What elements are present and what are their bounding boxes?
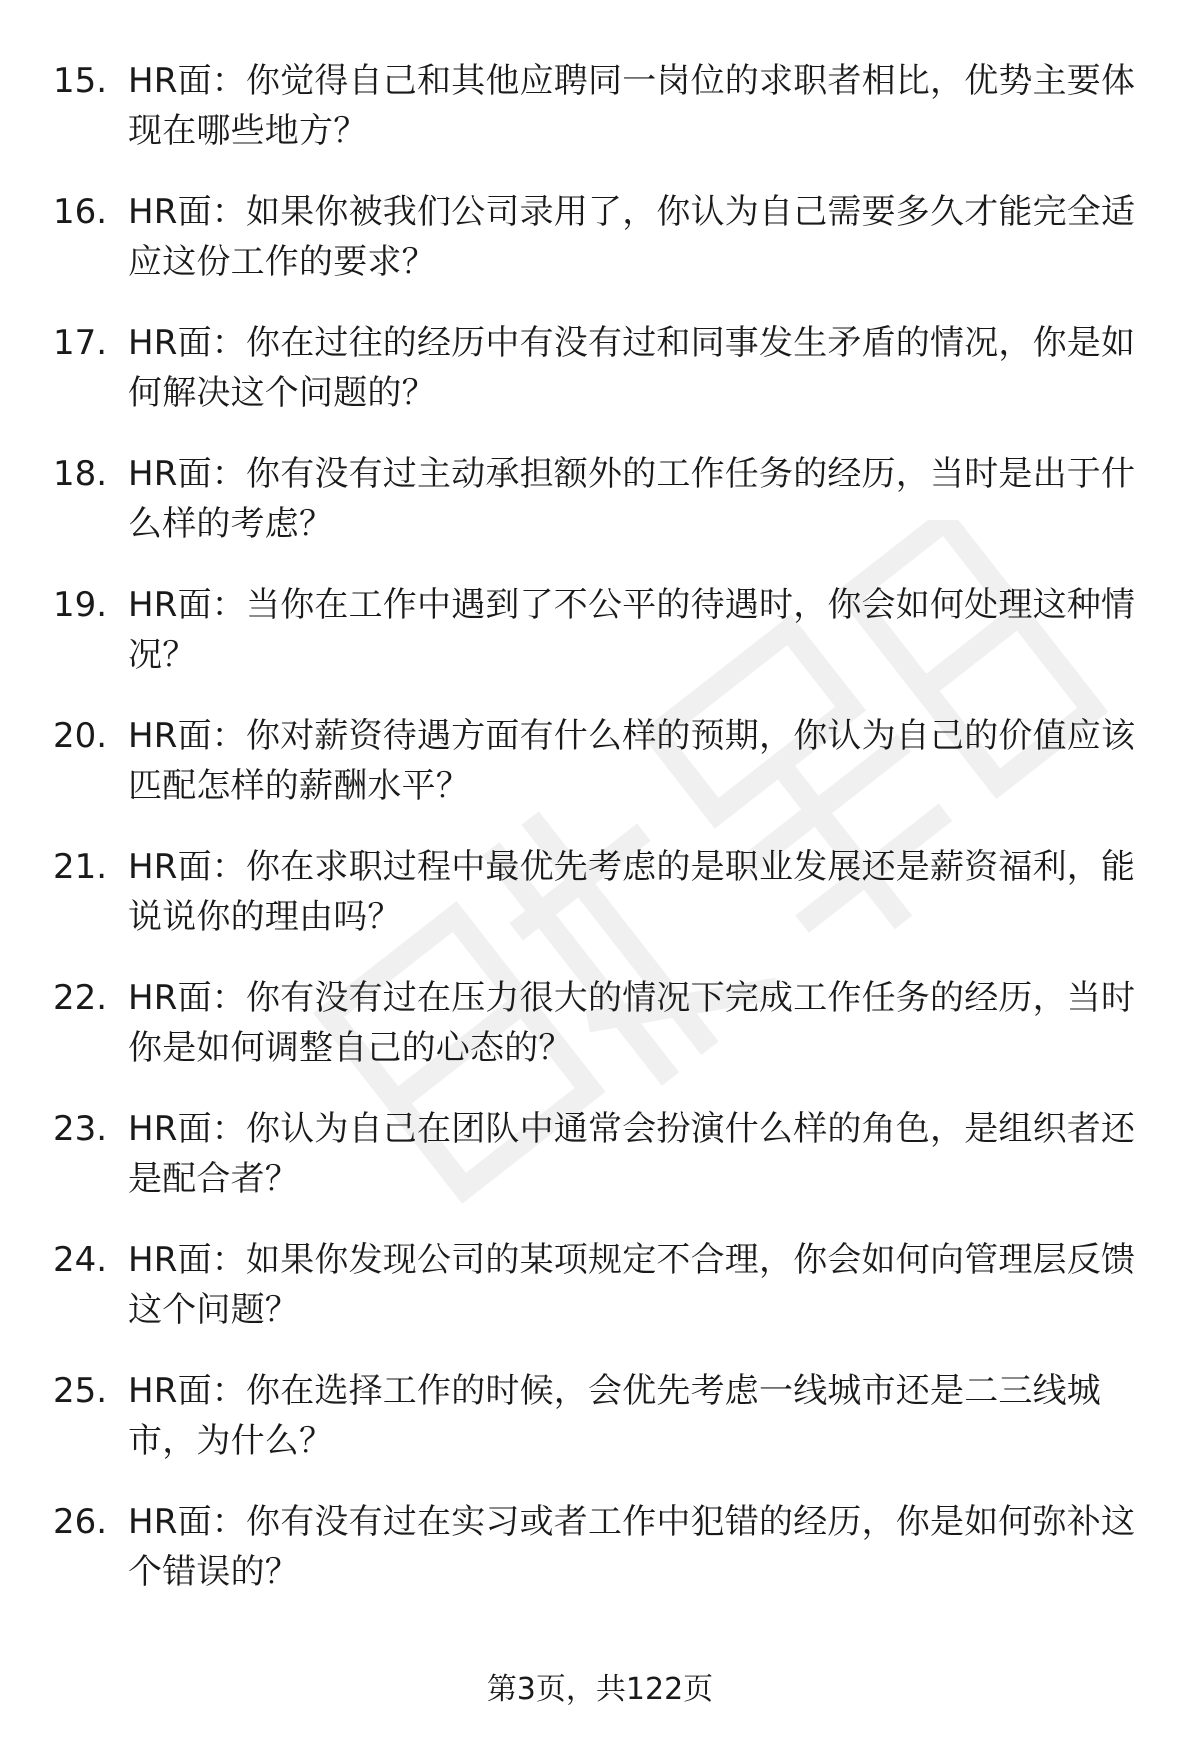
- question-text: HR面：你对薪资待遇方面有什么样的预期，你认为自己的价值应该匹配怎样的薪酬水平？: [128, 716, 1136, 806]
- question-item: [0, 842, 1200, 973]
- question-item: [0, 449, 1200, 580]
- question-text: HR面：你觉得自己和其他应聘同一岗位的求职者相比，优势主要体现在哪些地方？: [128, 61, 1136, 151]
- question-text: HR面：你在过往的经历中有没有过和同事发生矛盾的情况，你是如何解决这个问题的？: [128, 323, 1136, 413]
- question-item: [0, 1235, 1200, 1366]
- question-number: 16.: [53, 192, 108, 232]
- question-number: 22.: [53, 978, 108, 1018]
- question-text: HR面：你在选择工作的时候，会优先考虑一线城市还是二三线城市，为什么？: [128, 1371, 1101, 1461]
- page-footer: 第3页，共122页: [486, 1672, 714, 1707]
- question-number: 19.: [53, 585, 108, 625]
- question-text: HR面：你有没有过在压力很大的情况下完成工作任务的经历，当时你是如何调整自己的心态的？: [128, 978, 1136, 1068]
- question-text: HR面：如果你被我们公司录用了，你认为自己需要多久才能完全适应这份工作的要求？: [128, 192, 1136, 282]
- question-number: 17.: [53, 323, 108, 363]
- question-item: [0, 1104, 1200, 1235]
- question-text: HR面：你有没有过主动承担额外的工作任务的经历，当时是出于什么样的考虑？: [128, 454, 1136, 544]
- question-text: HR面：如果你发现公司的某项规定不合理，你会如何向管理层反馈这个问题？: [128, 1240, 1136, 1330]
- question-number: 24.: [53, 1240, 108, 1280]
- question-text: HR面：你有没有过在实习或者工作中犯错的经历，你是如何弥补这个错误的？: [128, 1502, 1136, 1592]
- question-item: [0, 187, 1200, 318]
- question-number: 26.: [53, 1502, 108, 1542]
- question-item: [0, 711, 1200, 842]
- question-item: [0, 1366, 1200, 1497]
- question-item: [0, 1497, 1200, 1628]
- question-number: 21.: [53, 847, 108, 887]
- question-number: 20.: [53, 716, 108, 756]
- question-text: HR面：你在求职过程中最优先考虑的是职业发展还是薪资福利，能说说你的理由吗？: [128, 847, 1136, 937]
- question-list: [0, 56, 1200, 1628]
- question-text: HR面：当你在工作中遇到了不公平的待遇时，你会如何处理这种情况？: [128, 585, 1136, 675]
- question-item: [0, 973, 1200, 1104]
- question-number: 18.: [53, 454, 108, 494]
- question-item: [0, 580, 1200, 711]
- question-item: [0, 318, 1200, 449]
- question-number: 15.: [53, 61, 108, 101]
- question-text: HR面：你认为自己在团队中通常会扮演什么样的角色，是组织者还是配合者？: [128, 1109, 1136, 1199]
- question-number: 23.: [53, 1109, 108, 1149]
- question-number: 25.: [53, 1371, 108, 1411]
- question-item: [0, 56, 1200, 187]
